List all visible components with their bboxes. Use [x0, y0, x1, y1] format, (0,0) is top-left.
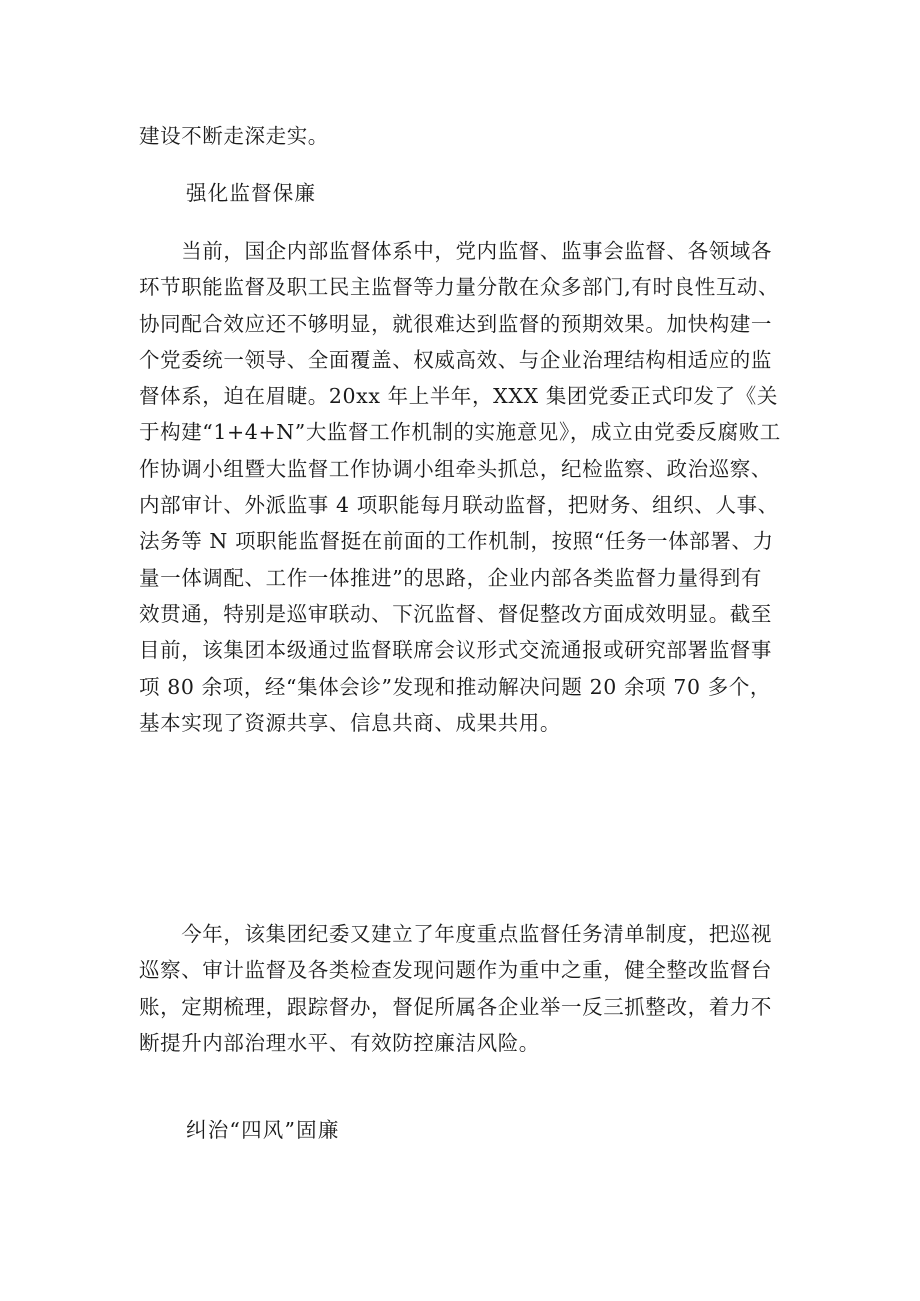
text-line: 内部审计、外派监事 4 项职能每月联动监督，把财务、组织、人事、: [139, 493, 779, 518]
text-line: 协同配合效应还不够明显，就很难达到监督的预期效果。加快构建一: [139, 311, 772, 336]
section-heading-four-winds: 纠治“四风”固廉: [186, 1118, 340, 1142]
text-line: 督体系，迫在眉睫。20xx 年上半年，XXX 集团党委正式印发了《关: [139, 384, 778, 409]
text-line: 建设不断走深走实。: [139, 124, 329, 148]
text-line: 环节职能监督及职工民主监督等力量分散在众多部门,有时良性互动、: [139, 275, 780, 300]
text-line: 于构建“1+4+N”大监督工作机制的实施意见》，成立由党委反腐败工: [139, 420, 781, 445]
paragraph-supervision-system: [139, 233, 799, 741]
text-line: 账，定期梳理，跟踪督办，督促所属各企业举一反三抓整改，着力不: [139, 994, 772, 1019]
text-line: 基本实现了资源共享、信息共商、成果共用。: [139, 710, 561, 735]
text-line: 作协调小组暨大监督工作协调小组牵头抓总，纪检监察、政治巡察、: [139, 456, 772, 481]
section-heading-supervision: 强化监督保廉: [186, 181, 317, 205]
text-line: 效贯通，特别是巡审联动、下沉监督、督促整改方面成效明显。截至: [139, 601, 772, 626]
text-line: 法务等 N 项职能监督挺在前面的工作机制，按照“任务一体部署、力: [139, 529, 774, 554]
text-line: 巡察、审计监督及各类检查发现问题作为重中之重，健全整改监督台: [139, 958, 772, 983]
text-line: 断提升内部治理水平、有效防控廉洁风险。: [139, 1030, 540, 1055]
text-line: 今年，该集团纪委又建立了年度重点监督任务清单制度，把巡视: [139, 922, 772, 946]
text-line: 量一体调配、工作一体推进”的思路，企业内部各类监督力量得到有: [139, 565, 762, 590]
text-line: 个党委统一领导、全面覆盖、权威高效、与企业治理结构相适应的监: [139, 347, 772, 372]
continuation-paragraph: [139, 118, 799, 154]
text-line: 项 80 余项，经“集体会诊”发现和推动解决问题 20 余项 70 多个，: [139, 674, 772, 699]
text-line: 目前，该集团本级通过监督联席会议形式交流通报或研究部署监督事: [139, 638, 772, 663]
text-line: 当前，国企内部监督体系中，党内监督、监事会监督、各领域各: [139, 239, 772, 263]
paragraph-task-list: [139, 916, 799, 1061]
